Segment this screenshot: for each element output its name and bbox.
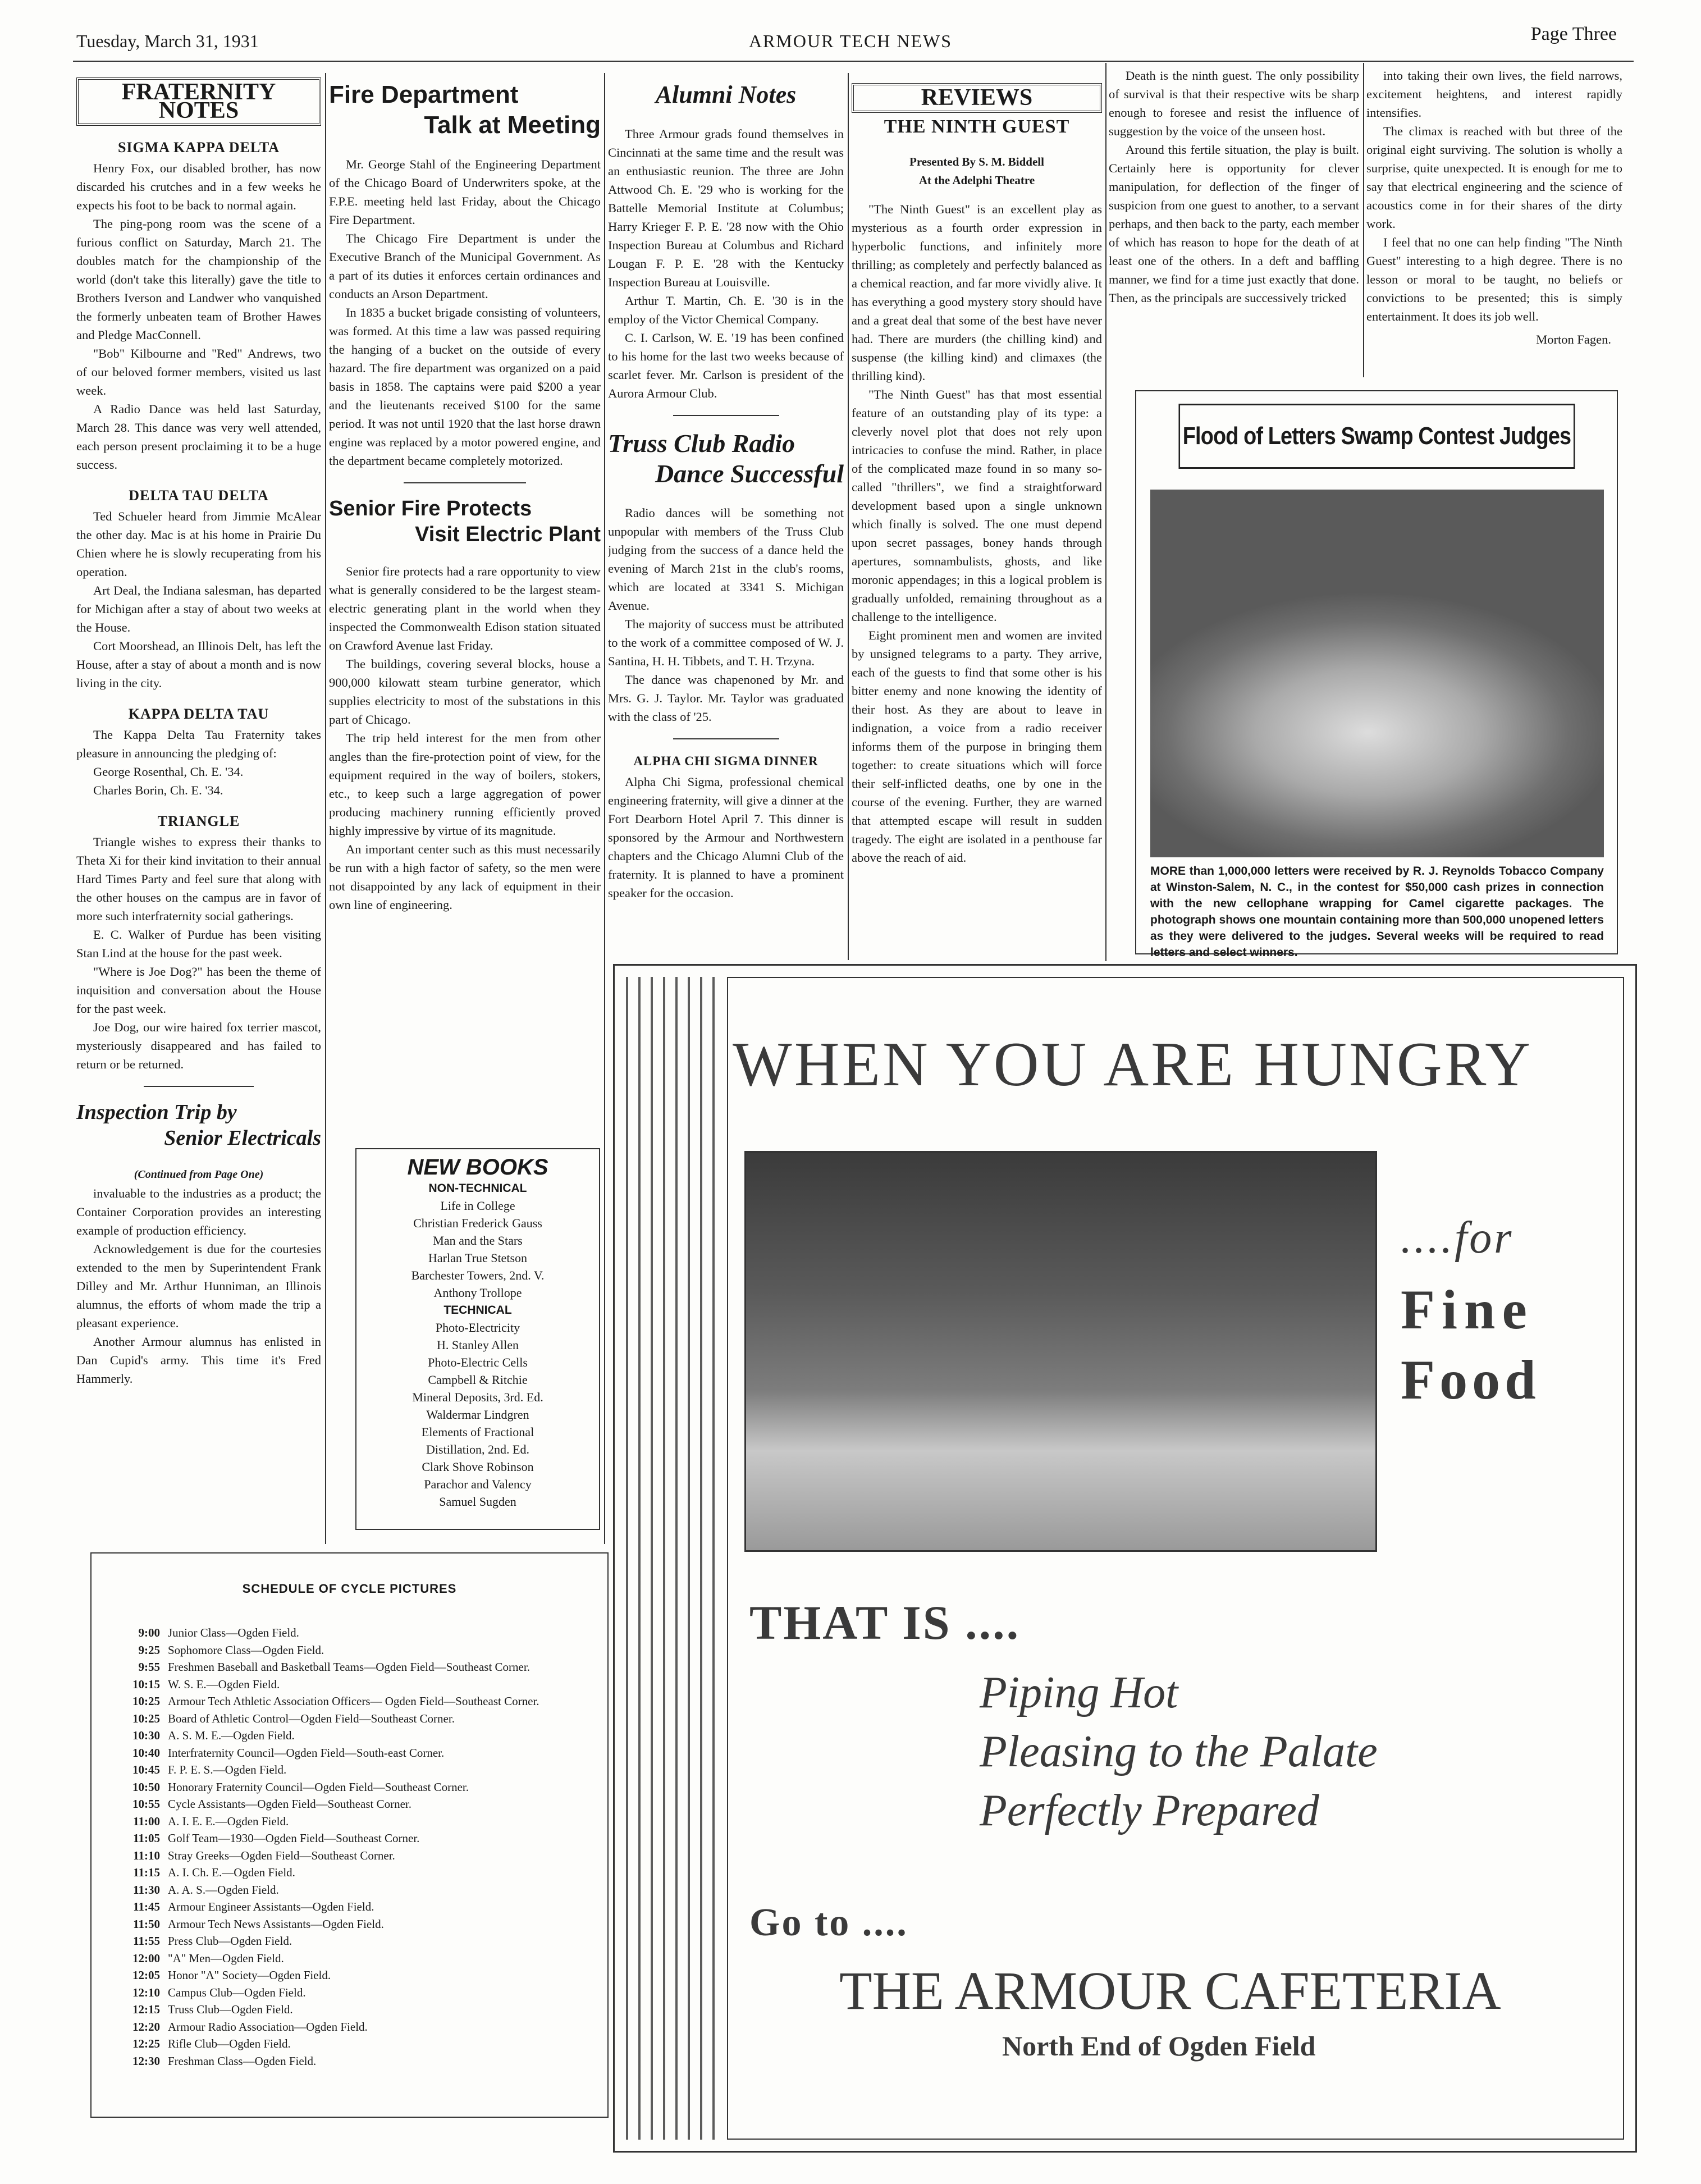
paragraph: The buildings, covering several blocks, house a 900,000 kilowatt steam turbine generator, which supplies electricity to most of the substations in this part of Chicago. [329, 657, 601, 727]
non-technical-list [356, 1197, 599, 1301]
senior-fire-body [329, 562, 601, 914]
section-heading: TRIANGLE [157, 813, 240, 829]
schedule-time: 10:45 [132, 1763, 160, 1776]
paragraph: An important center such as this must necessarily be run with a high factor of safety, so the men were not disappointed by any lack of equipment in their own line of engineering. [329, 842, 601, 912]
schedule-event: A. I. E. E.—Ogden Field. [168, 1814, 289, 1828]
paragraph: Joe Dog, our wire haired fox terrier mascot, mysteriously disappeared and has failed to return or be returned. [76, 1020, 321, 1071]
schedule-row [114, 1727, 585, 1744]
truss-club-headline [608, 428, 844, 489]
schedule-list [114, 1624, 585, 2069]
schedule-row [114, 1693, 585, 1710]
schedule-time: 12:10 [132, 1985, 160, 1999]
review-body [1366, 66, 1622, 326]
paragraph: Another Armour alumnus has enlisted in Dan Cupid's army. This time it's Fred Hammerly. [76, 1335, 321, 1386]
ad-fine: Fine [1401, 1278, 1534, 1341]
new-books-box [355, 1148, 600, 1530]
separator [673, 738, 779, 739]
paragraph: George Rosenthal, Ch. E. '34. [93, 765, 244, 779]
schedule-event: Interfraternity Council—Ogden Field—South-east Corner. [168, 1746, 445, 1760]
paragraph: Charles Borin, Ch. E. '34. [93, 783, 223, 797]
schedule-event: Campus Club—Ogden Field. [168, 1985, 306, 1999]
paragraph: Arthur T. Martin, Ch. E. '30 is in the employ of the Victor Chemical Company. [608, 294, 844, 326]
paragraph: Around this fertile situation, the play is built. Certainly here is opportunity for clever manipulation, for deflection of the finger of suspicion from one guest to another, to a servant perhaps, and then back to the party, each member of which has reason to hope for the death of at least one of the others. In a deft and baffling manner, we find for a time just exactly that done. Then, as the principals are successively tricked [1109, 143, 1359, 305]
separator [144, 1086, 254, 1087]
book-entry: Photo-Electric Cells [428, 1355, 528, 1369]
schedule-time: 11:05 [133, 1831, 160, 1845]
book-entry: Photo-Electricity [435, 1321, 520, 1335]
schedule-time: 12:30 [132, 2054, 160, 2068]
paragraph: Triangle wishes to express their thanks to Theta Xi for their kind invitation to their annual Hard Times Party and feel sure that along with the other houses on the campus are in favor of more such interfraternity social gatherings. [76, 835, 321, 923]
paragraph: E. C. Walker of Purdue has been visiting Stan Lind at the house for the past week. [76, 927, 321, 960]
separator [404, 482, 526, 483]
schedule-time: 10:50 [132, 1780, 160, 1794]
schedule-time: 10:25 [132, 1694, 160, 1708]
senior-fire-headline [329, 496, 601, 547]
headline-line: Fire Department [329, 81, 519, 108]
paragraph: The climax is reached with but three of the original eight surviving. The solution is wholly a surprise, quite unexpected. It is enough for me to say that electrical engineering and the science of acoustics come in for their shares of the dirty work. [1366, 124, 1622, 231]
schedule-time: 9:55 [138, 1660, 160, 1674]
schedule-time: 12:20 [132, 2019, 160, 2034]
alumni-body [608, 125, 844, 403]
ad-headline: WHEN YOU ARE HUNGRY [733, 1030, 1533, 1099]
book-entry: Waldermar Lindgren [426, 1408, 529, 1422]
schedule-time: 11:50 [133, 1917, 160, 1931]
paragraph: Senior fire protects had a rare opportunity to view what is generally considered to be the largest steam-electric generating plant in the world when they inspected the Commonwealth Edison station situated on Crawford Avenue last Friday. [329, 564, 601, 652]
schedule-event: Freshman Class—Ogden Field. [168, 2054, 317, 2068]
schedule-event: W. S. E.—Ogden Field. [168, 1677, 280, 1691]
schedule-time: 10:40 [132, 1746, 160, 1760]
headline-line: Inspection Trip by [76, 1100, 237, 1124]
paragraph: The Chicago Fire Department is under the Executive Branch of the Municipal Government. As a part of its duties it enforces certain ordinances and conducts an Arson Department. [329, 231, 601, 301]
paragraph: I feel that no one can help finding "The Ninth Guest" interesting to a high degree. There is no lesson or moral to be taught, no beliefs or convictions to be presented; this is simply entertainment. It does its job well. [1366, 235, 1622, 323]
schedule-row [114, 2053, 585, 2070]
schedule-event: Board of Athletic Control—Ogden Field—Southeast Corner. [168, 1711, 455, 1725]
inspection-headline [76, 1099, 321, 1151]
book-entry: Anthony Trollope [433, 1286, 522, 1300]
schedule-row [114, 1795, 585, 1813]
review-body [852, 200, 1102, 867]
headline-line: Visit Electric Plant [415, 523, 601, 546]
paragraph: Mr. George Stahl of the Engineering Department of the Chicago Board of Underwriters spoke, at the F.P.E. meeting held last Friday, about the Chicago Fire Department. [329, 157, 601, 227]
column-rule [325, 73, 326, 1544]
schedule-time: 10:25 [132, 1711, 160, 1725]
schedule-row [114, 1984, 585, 2002]
schedule-time: 11:30 [133, 1883, 160, 1897]
book-entry: Elements of Fractional [421, 1425, 534, 1439]
paragraph: C. I. Carlson, W. E. '19 has been confined to his home for the last two weeks because of scarlet fever. Mr. Carlson is president of the Aurora Armour Club. [608, 331, 844, 400]
schedule-event: Armour Tech Athletic Association Officers— Ogden Field—Southeast Corner. [168, 1694, 539, 1708]
fraternity-notes-column [76, 77, 321, 1526]
review-signature: Morton Fagen. [1536, 332, 1611, 346]
book-entry: Life in College [440, 1199, 515, 1213]
alpha-chi-sigma-body [608, 773, 844, 902]
schedule-event: F. P. E. S.—Ogden Field. [168, 1763, 287, 1776]
headline-line: Senior Fire Protects [329, 497, 532, 520]
schedule-time: 12:15 [132, 2003, 160, 2016]
ad-quality-2: Pleasing to the Palate [980, 1727, 1378, 1776]
schedule-event: A. I. Ch. E.—Ogden Field. [168, 1866, 295, 1879]
schedule-time: 11:00 [133, 1814, 160, 1828]
paragraph: Death is the ninth guest. The only possibility of survival is that their respective wits be sharp enough to foresee and resist the influence of suggestion by the voice of the unseen host. [1109, 68, 1359, 138]
ad-quality-1: Piping Hot [980, 1668, 1178, 1717]
review-body [1109, 66, 1359, 307]
book-entry: Harlan True Stetson [428, 1251, 527, 1265]
column-rule [848, 73, 849, 960]
book-entry: Campbell & Ritchie [428, 1373, 528, 1387]
paragraph: into taking their own lives, the field narrows, excitement heightens, and interest rapidly intensifies. [1366, 68, 1622, 120]
separator [673, 415, 779, 416]
headline-line: Senior Electricals [164, 1126, 321, 1150]
review-column-continued [1109, 66, 1359, 381]
masthead-title: ARMOUR TECH NEWS [748, 31, 953, 51]
schedule-row [114, 1642, 585, 1659]
book-entry: H. Stanley Allen [436, 1338, 519, 1352]
fraternity-notes-heading: FRATERNITY NOTES [76, 77, 321, 126]
paragraph: Alpha Chi Sigma, professional chemical engineering fraternity, will give a dinner at the Fort Dearborn Hotel April 7. This dinner is sponsored by the Armour and Northwestern chapters and the Chicago Alumni Club of the fraternity. It is planned to have a prominent speaker for the occasion. [608, 775, 844, 900]
ad-quality-3: Perfectly Prepared [980, 1786, 1319, 1835]
paragraph: The trip held interest for the men from other angles than the fire-protection point of view, for the equipment required in the way of boilers, stokers, etc., to keep such a large aggregation of power producing machinery running efficiently proved highly impressive by virtue of its magnitude. [329, 731, 601, 838]
non-technical-heading: NON-TECHNICAL [428, 1182, 527, 1195]
fire-department-column [329, 77, 601, 1133]
book-entry: Samuel Sugden [439, 1495, 516, 1509]
schedule-event: Junior Class—Ogden Field. [168, 1626, 299, 1639]
schedule-time: 10:15 [132, 1677, 160, 1691]
schedule-row [114, 1813, 585, 1830]
schedule-time: 10:30 [132, 1729, 160, 1742]
column-rule [1363, 63, 1364, 377]
schedule-row [114, 1847, 585, 1865]
schedule-title: SCHEDULE OF CYCLE PICTURES [242, 1582, 457, 1596]
paragraph: In 1835 a bucket brigade consisting of volunteers, was formed. At this time a law was passed requiring the hanging of a bucket on the outside of every hazard. The fire department was organized on a paid basis in 1858. The captains were paid $200 a year and the lieutenants received $100 for the same period. It was not until 1920 that the last horse drawn engine was replaced by a motor powered engine, and the department became completely motorized. [329, 305, 601, 468]
paragraph: Radio dances will be something not unpopular with members of the Truss Club judging from the success of a dance held the evening of March 21st in the club's rooms, which are located at 3341 S. Michigan Avenue. [608, 506, 844, 613]
schedule-time: 9:00 [138, 1626, 160, 1639]
schedule-row [114, 1830, 585, 1847]
schedule-event: Armour Radio Association—Ogden Field. [168, 2019, 368, 2034]
section-heading: SIGMA KAPPA DELTA [117, 139, 280, 156]
review-column-end [1366, 66, 1622, 381]
review-column [852, 77, 1102, 959]
alpha-chi-sigma-heading: ALPHA CHI SIGMA DINNER [633, 754, 819, 768]
reviews-heading: REVIEWS [852, 83, 1102, 113]
ad-location: North End of Ogden Field [1002, 2030, 1316, 2062]
schedule-row [114, 1898, 585, 1916]
paragraph: "Bob" Kilbourne and "Red" Andrews, two of our beloved former members, visited us last week. [76, 346, 321, 397]
schedule-event: Sophomore Class—Ogden Field. [168, 1643, 324, 1657]
book-entry: Mineral Deposits, 3rd. Ed. [412, 1390, 543, 1404]
fire-department-headline [329, 80, 601, 140]
photo-caption: MORE than 1,000,000 letters were received by R. J. Reynolds Tobacco Company at Winston-Salem, N. C., in the contest for $50,000 cash prizes in connection with the new cellophane wrapping for Camel cigarette packages. The photograph shows one mountain containing more than 500,000 unopened letters as they were delivered to the judges. Several weeks will be required to read letters and select winners. [1150, 865, 1604, 959]
review-presenter: Presented By S. M. Biddell [909, 155, 1044, 168]
schedule-event: Honor "A" Society—Ogden Field. [168, 1968, 331, 1982]
book-entry: Barchester Towers, 2nd. V. [411, 1268, 545, 1282]
column-rule [604, 73, 605, 1544]
photo-headline: Flood of Letters Swamp Contest Judges [1178, 404, 1575, 469]
schedule-row [114, 1658, 585, 1676]
schedule-time: 11:10 [133, 1848, 160, 1862]
paragraph: Eight prominent men and women are invited by unsigned telegrams to a party. They arrive, each of the guests to find that some other is his bitter enemy and none knowing the identity of their host. As they are about to leave in indignation, a voice from a radio receiver informs them of the purpose in bringing them together: to create situations which will force their self-inflicted deaths, one by one in the course of the evening. Further, they are warned that attempted escape will result in sudden tragedy. The eight are isolated in a penthouse far above the reach of aid. [852, 628, 1102, 865]
headline-line: Dance Successful [655, 459, 844, 488]
paragraph: "Where is Joe Dog?" has been the theme of inquisition and conversation about the House for the past week. [76, 965, 321, 1016]
schedule-row [114, 1932, 585, 1950]
paragraph: The majority of success must be attributed to the work of a committee composed of W. J. Santina, H. H. Tibbets, and T. H. Trzyna. [608, 617, 844, 668]
new-books-title: NEW BOOKS [407, 1155, 548, 1180]
schedule-row [114, 2001, 585, 2018]
paragraph: "The Ninth Guest" has that most essential feature of an outstanding play of its type: a cleverly novel plot that does not rely upon intricacies to confuse the mind. Rather, in place of the complicated maze found in so many so-called "thrillers", we find a straightforward development based upon a single unknown which finally is solved. The one must depend upon secret passages, boney hands through apertures, somnambulists, ghosts, and like moronic appendages; in this a logical problem is gradually unfolded, remaining throughout as a challenge to the intelligence. [852, 387, 1102, 624]
ad-go-to: Go to .... [749, 1901, 908, 1944]
header-rule [73, 61, 1634, 62]
cafeteria-interior-photo [744, 1151, 1377, 1552]
schedule-row [114, 1761, 585, 1779]
schedule-event: Armour Tech News Assistants—Ogden Field. [168, 1917, 384, 1931]
headline-line: Talk at Meeting [424, 111, 601, 139]
fire-department-body [329, 155, 601, 470]
ad-cafeteria-name: THE ARMOUR CAFETERIA [839, 1961, 1501, 2021]
schedule-event: Stray Greeks—Ogden Field—Southeast Corner. [168, 1848, 395, 1862]
book-entry: Man and the Stars [433, 1233, 523, 1248]
ad-food: Food [1401, 1349, 1540, 1411]
issue-date: Tuesday, March 31, 1931 [76, 31, 259, 51]
paragraph: Ted Schueler heard from Jimmie McAlear the other day. Mac is at his home in Prairie Du Chien where he is slowly recuperating from his operation. [76, 509, 321, 579]
schedule-row [114, 1779, 585, 1796]
schedule-event: A. A. S.—Ogden Field. [168, 1883, 279, 1897]
schedule-row [114, 1916, 585, 1933]
schedule-event: Cycle Assistants—Ogden Field—Southeast Corner. [168, 1797, 411, 1811]
schedule-event: "A" Men—Ogden Field. [168, 1951, 284, 1965]
headline-line: Truss Club Radio [608, 429, 795, 458]
book-entry: Distillation, 2nd. Ed. [426, 1442, 529, 1456]
schedule-event: Rifle Club—Ogden Field. [168, 2037, 291, 2050]
schedule-event: Armour Engineer Assistants—Ogden Field. [168, 1900, 374, 1913]
section-heading: KAPPA DELTA TAU [128, 706, 269, 722]
paragraph: The Kappa Delta Tau Fraternity takes pleasure in announcing the pledging of: [76, 728, 321, 760]
book-entry: Christian Frederick Gauss [413, 1216, 542, 1230]
schedule-row [114, 1950, 585, 1967]
schedule-time: 11:55 [133, 1934, 160, 1948]
inspection-body [76, 1184, 321, 1388]
review-title: THE NINTH GUEST [884, 116, 1070, 137]
schedule-row [114, 1624, 585, 1642]
book-entry: Parachor and Valency [424, 1477, 532, 1491]
paragraph: "The Ninth Guest" is an excellent play as mysterious as a fourth order expression in hyperbolic functions, and infinitely more thrilling; as completely and perfectly balanced as a chemical reaction, and far more vividly alive. It has everything a good mystery story should have and a great deal that some of the best have never had. There are murders (the chilling kind) and suspense (the killing kind) and climaxes (the thrilling kind). [852, 202, 1102, 383]
cafeteria-advertisement [613, 964, 1637, 2153]
section-heading: DELTA TAU DELTA [129, 487, 269, 504]
fraternity-sections [76, 138, 321, 1073]
paragraph: Henry Fox, our disabled brother, has now discarded his crutches and in a few weeks he expects his foot to be back to normal again. [76, 161, 321, 212]
schedule-time: 12:05 [132, 1968, 160, 1982]
schedule-time: 12:25 [132, 2037, 160, 2050]
paragraph: The dance was chapenoned by Mr. and Mrs. G. J. Taylor. Mr. Taylor was graduated with the class of '25. [608, 673, 844, 724]
paragraph: Acknowledgement is due for the courtesies extended to the men by Superintendent Frank Dilley and Mr. Arthur Hunniman, an Illinois alumnus, the efforts of whom made the trip a pleasant experience. [76, 1242, 321, 1330]
column-rule [1105, 63, 1106, 961]
technical-list [356, 1319, 599, 1510]
ad-border-stripes [626, 977, 721, 2140]
alumni-column [608, 77, 844, 970]
schedule-row [114, 2018, 585, 2036]
continued-note: (Continued from Page One) [134, 1168, 264, 1181]
schedule-row [114, 1864, 585, 1881]
schedule-row [114, 2035, 585, 2053]
alumni-notes-headline: Alumni Notes [655, 81, 797, 108]
schedule-row [114, 1710, 585, 1728]
schedule-row [114, 1676, 585, 1693]
schedule-event: Honorary Fraternity Council—Ogden Field—Southeast Corner. [168, 1780, 469, 1794]
page-number: Page Three [1530, 24, 1617, 44]
ad-for: ....for [1401, 1213, 1514, 1263]
schedule-time: 11:15 [133, 1866, 160, 1879]
schedule-time: 12:00 [132, 1951, 160, 1965]
schedule-event: A. S. M. E.—Ogden Field. [168, 1729, 295, 1742]
book-entry: Clark Shove Robinson [422, 1460, 534, 1474]
paragraph: Art Deal, the Indiana salesman, has departed for Michigan after a stay of about two weeks at the House. [76, 583, 321, 634]
schedule-row [114, 1967, 585, 1984]
ad-that-is: THAT IS .... [749, 1596, 1021, 1650]
schedule-event: Press Club—Ogden Field. [168, 1934, 292, 1948]
paragraph: The ping-pong room was the scene of a furious conflict on Saturday, March 21. The doubles match for the championship of the world (don't take this literally) gave the title to Brothers Iverson and Landwer who vanquished the formerly unbeaten team of Brother Hawes and Pledge MacConnell. [76, 217, 321, 342]
letters-mountain-photo [1150, 490, 1604, 857]
schedule-event: Freshmen Baseball and Basketball Teams—Ogden Field—Southeast Corner. [168, 1660, 530, 1674]
cycle-schedule-box [90, 1552, 609, 2118]
schedule-row [114, 1744, 585, 1762]
truss-club-body [608, 504, 844, 726]
paragraph: invaluable to the industries as a product; the Container Corporation provides an interesting example of production efficiency. [76, 1186, 321, 1237]
schedule-event: Truss Club—Ogden Field. [168, 2003, 293, 2016]
photo-feature [1135, 390, 1618, 959]
schedule-time: 10:55 [132, 1797, 160, 1811]
paragraph: Three Armour grads found themselves in Cincinnati at the same time and the result was an enthusiastic reunion. The three are John Attwood Ch. E. '29 who is working for the Battelle Memorial Institute at Columbus; Harry Krieger F. P. E. '28 now with the Ohio Inspection Bureau at Columbus and Richard Lougan F. P. E. '28 with the Kentucky Inspection Bureau at Louisville. [608, 127, 844, 289]
paragraph: Cort Moorshead, an Illinois Delt, has left the House, after a stay of about a month and is now living in the city. [76, 639, 321, 690]
schedule-time: 11:45 [133, 1900, 160, 1913]
schedule-row [114, 1881, 585, 1899]
paragraph: A Radio Dance was held last Saturday, March 28. This dance was very well attended, each person present proclaiming it to be a huge success. [76, 402, 321, 472]
technical-heading: TECHNICAL [443, 1304, 512, 1317]
schedule-time: 9:25 [138, 1643, 160, 1657]
review-theatre: At the Adelphi Theatre [918, 173, 1035, 187]
schedule-event: Golf Team—1930—Ogden Field—Southeast Corner. [168, 1831, 420, 1845]
